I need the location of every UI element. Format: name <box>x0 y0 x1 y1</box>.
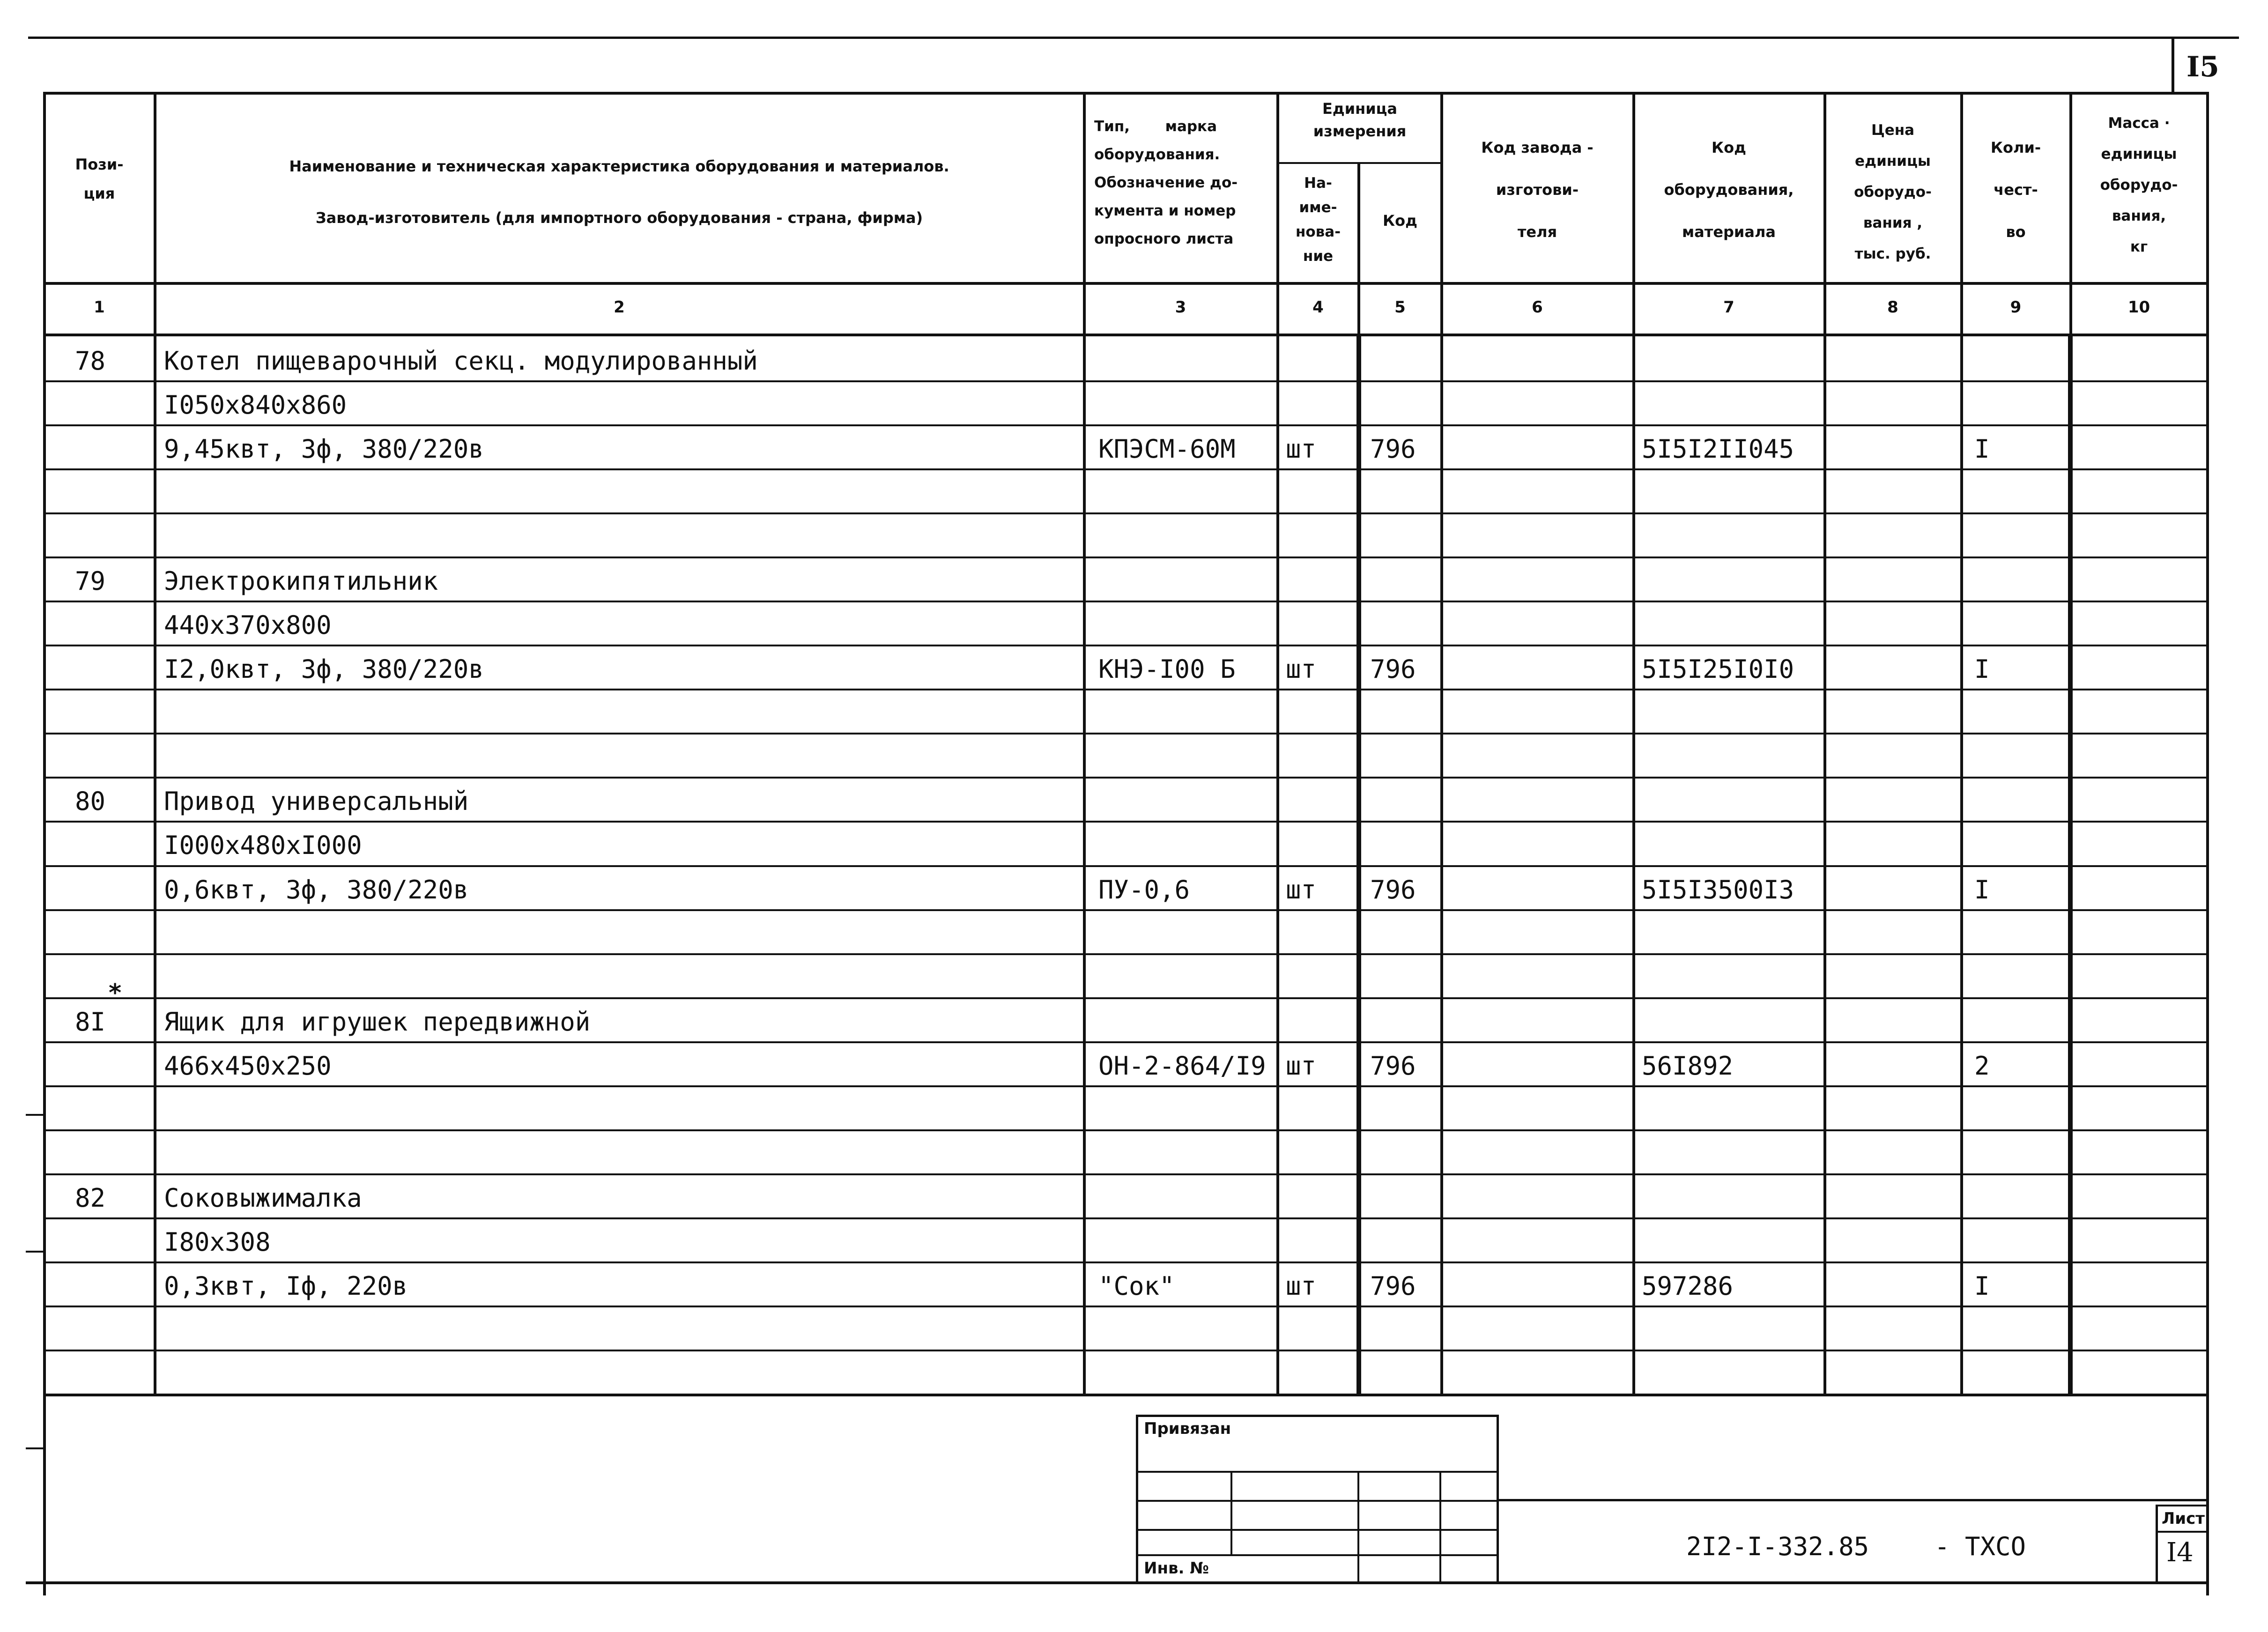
titleblock-top <box>1497 1499 2208 1501</box>
header-col7-line3: материала <box>1682 223 1776 241</box>
row-name: 9,45квт, 3ф, 380/220в <box>164 434 484 464</box>
row-pos: 78 <box>75 346 106 376</box>
row-separator <box>44 380 2209 382</box>
stamp-bound-label: Привязан <box>1144 1419 1231 1438</box>
row-separator <box>44 1217 2209 1219</box>
col-border-5 <box>1440 92 1443 1395</box>
row-type: ОН-2-864/I9 <box>1098 1051 1266 1081</box>
row-code: 796 <box>1370 875 1416 905</box>
header-unit-group <box>1280 97 1440 142</box>
row-separator <box>44 1041 2209 1043</box>
top-rule <box>28 37 2239 39</box>
header-col8-line2: единицы <box>1855 153 1931 170</box>
sheet-box-top <box>2157 1505 2209 1506</box>
header-col8-line1: Цена <box>1871 122 1915 139</box>
row-name: Котел пищеварочный секц. модулированный <box>164 346 758 376</box>
row-separator <box>44 777 2209 779</box>
header-col4-line4: ние <box>1303 248 1334 265</box>
row-name: Привод универсальный <box>164 786 469 816</box>
row-type: ПУ-0,6 <box>1098 875 1190 905</box>
row-name: Электрокипятильник <box>164 566 438 596</box>
row-code: 796 <box>1370 434 1416 464</box>
row-name: I80x308 <box>164 1227 271 1257</box>
header-col2 <box>156 141 1082 244</box>
header-col7-line2: оборудования, <box>1664 181 1794 199</box>
header-col3-line4: кумента и номер <box>1094 202 1236 219</box>
header-col3-line2: оборудования. <box>1094 146 1220 163</box>
colnum-10: 10 <box>2127 298 2150 317</box>
header-col4-line2: име- <box>1299 199 1337 216</box>
header-col8-line3: оборудо- <box>1854 184 1932 200</box>
header-col10-line5: кг <box>2130 238 2148 255</box>
header-col6 <box>1443 126 1631 253</box>
col-border-6 <box>1632 92 1635 1395</box>
sheet-number: I4 <box>2166 1537 2194 1568</box>
header-col10-line1: Масса · <box>2108 115 2170 132</box>
header-col4-line1: На- <box>1304 175 1332 192</box>
header-col3-line5: опросного листа <box>1094 230 1234 247</box>
colnum-7: 7 <box>1723 298 1734 317</box>
header-col2-line2: Завод-изготовитель (для импортного оборудования - страна, фирма) <box>315 209 923 227</box>
row-separator <box>44 1350 2209 1351</box>
left-tick-1 <box>26 1114 45 1116</box>
row-separator <box>44 645 2209 646</box>
emph-right <box>2068 334 2073 1395</box>
header-col5-line1: Код <box>1383 212 1417 230</box>
row-pos: 79 <box>75 566 106 596</box>
row-pos: 8I <box>75 1007 106 1037</box>
header-col8-line5: тыс. руб. <box>1854 245 1931 262</box>
row-separator <box>44 689 2209 690</box>
sheet-box-mid <box>2157 1531 2209 1533</box>
table-bottom-border <box>44 1394 2209 1396</box>
row-qty: I <box>1974 434 1990 464</box>
row-separator <box>44 556 2209 558</box>
header-col1-line2: ция <box>83 185 115 202</box>
row-unit: шт <box>1286 1271 1317 1301</box>
stamp-left <box>1136 1415 1138 1583</box>
row-unit: шт <box>1286 1051 1317 1081</box>
stamp-line-2 <box>1137 1500 1498 1502</box>
row-separator <box>44 733 2209 734</box>
colnum-4: 4 <box>1312 298 1324 317</box>
header-col8-line4: вания , <box>1863 215 1923 231</box>
colnum-9: 9 <box>2010 298 2022 317</box>
col-border-7 <box>1823 92 1826 1395</box>
header-col8 <box>1826 115 1959 269</box>
stamp-top <box>1137 1415 1498 1417</box>
row-qty: I <box>1974 654 1990 684</box>
header-col7 <box>1635 126 1823 253</box>
header-col4-line3: нова- <box>1295 223 1341 240</box>
col-border-10 <box>2206 92 2209 1595</box>
left-tick-3 <box>26 1447 45 1449</box>
stamp-line-1 <box>1137 1471 1498 1473</box>
header-col4 <box>1279 171 1357 268</box>
row-name: 0,3квт, Iф, 220в <box>164 1271 408 1301</box>
row-equip-code: 56I892 <box>1642 1051 1734 1081</box>
row-separator <box>44 953 2209 955</box>
colnum-1: 1 <box>94 298 105 317</box>
row-separator <box>44 1129 2209 1131</box>
header-col10-line4: вания, <box>2112 208 2166 224</box>
header-col1 <box>46 150 153 208</box>
row-pos: 82 <box>75 1183 106 1213</box>
col-border-3 <box>1276 92 1279 1395</box>
row-type: "Сок" <box>1098 1271 1175 1301</box>
asterisk-mark: * <box>109 979 122 1007</box>
row-name: 466x450x250 <box>164 1051 332 1081</box>
header-col9-line1: Коли- <box>1990 139 2041 156</box>
doc-suffix: - ТХСО <box>1934 1532 2026 1561</box>
emph-left <box>1356 334 1361 1395</box>
colnum-6: 6 <box>1532 298 1543 317</box>
left-tick-2 <box>26 1251 45 1253</box>
header-unit-line1: Единица <box>1322 100 1397 118</box>
colnum-bottom-border <box>44 334 2209 336</box>
row-separator <box>44 997 2209 999</box>
stamp-v2 <box>1357 1471 1359 1583</box>
header-col10-line2: единицы <box>2101 146 2177 163</box>
header-col3-line3: Обозначение до- <box>1094 174 1238 191</box>
col-border-1 <box>154 92 156 1395</box>
stamp-v1 <box>1230 1471 1232 1555</box>
row-separator <box>44 1261 2209 1263</box>
row-name: I050x840x860 <box>164 390 347 420</box>
header-col10 <box>2072 108 2206 262</box>
row-separator <box>44 865 2209 867</box>
col-border-8 <box>1960 92 1963 1395</box>
row-separator <box>44 1306 2209 1307</box>
row-name: 0,6квт, 3ф, 380/220в <box>164 875 469 905</box>
stamp-line-4 <box>1137 1554 1498 1556</box>
row-name: Соковыжималка <box>164 1183 362 1213</box>
row-name: 440x370x800 <box>164 610 332 640</box>
row-code: 796 <box>1370 654 1416 684</box>
stamp-right <box>1497 1415 1499 1583</box>
colnum-8: 8 <box>1887 298 1898 317</box>
row-qty: I <box>1974 875 1990 905</box>
colnum-5: 5 <box>1394 298 1406 317</box>
header-col2-line1: Наименование и техническая характеристика оборудования и материалов. <box>289 157 949 175</box>
header-col3 <box>1086 112 1275 253</box>
header-col9-line2: чест- <box>1994 181 2038 199</box>
sheet-label: Лист <box>2162 1509 2205 1528</box>
header-col6-line3: теля <box>1517 223 1557 241</box>
header-col3-line1: Тип, марка <box>1094 118 1217 135</box>
row-separator <box>44 1173 2209 1175</box>
row-type: КПЭСМ-60М <box>1098 434 1236 464</box>
row-unit: шт <box>1286 875 1317 905</box>
header-col1-line1: Пози- <box>75 156 124 173</box>
table-top-border <box>44 92 2209 95</box>
header-unit-line2: измерения <box>1313 122 1407 140</box>
row-type: КНЭ-I00 Б <box>1098 654 1236 684</box>
header-col6-line1: Код завода - <box>1481 139 1594 156</box>
row-separator <box>44 601 2209 602</box>
row-unit: шт <box>1286 654 1317 684</box>
row-unit: шт <box>1286 434 1317 464</box>
row-qty: 2 <box>1974 1051 1990 1081</box>
header-col9 <box>1963 126 2068 253</box>
row-separator <box>44 909 2209 911</box>
row-qty: I <box>1974 1271 1990 1301</box>
row-equip-code: 5I5I25I0I0 <box>1642 654 1794 684</box>
row-name: Ящик для игрушек передвижной <box>164 1007 591 1037</box>
header-col5 <box>1360 206 1440 235</box>
row-code: 796 <box>1370 1271 1416 1301</box>
row-name: I2,0квт, 3ф, 380/220в <box>164 654 484 684</box>
colnum-3: 3 <box>1175 298 1186 317</box>
row-separator <box>44 1085 2209 1087</box>
header-col7-line1: Код <box>1712 139 1746 156</box>
row-separator <box>44 512 2209 514</box>
page-bottom-border <box>26 1581 2209 1584</box>
header-bottom-border <box>44 282 2209 285</box>
row-equip-code: 5I5I3500I3 <box>1642 875 1794 905</box>
colnum-2: 2 <box>614 298 625 317</box>
header-col6-line2: изготови- <box>1496 181 1579 199</box>
sheet-box-left <box>2156 1505 2158 1583</box>
stamp-v3 <box>1439 1471 1441 1583</box>
row-code: 796 <box>1370 1051 1416 1081</box>
row-name: I000x480xI000 <box>164 831 362 860</box>
stamp-line-3 <box>1137 1529 1498 1531</box>
col-border-2 <box>1083 92 1086 1395</box>
top-sheet-number: I5 <box>2186 51 2219 83</box>
row-equip-code: 597286 <box>1642 1271 1734 1301</box>
header-col9-line3: во <box>2006 223 2026 241</box>
row-equip-code: 5I5I2II045 <box>1642 434 1794 464</box>
header-col10-line3: оборудо- <box>2100 177 2178 193</box>
doc-designation: 2I2-I-332.85 <box>1686 1532 1869 1561</box>
row-separator <box>44 821 2209 823</box>
row-separator <box>44 468 2209 470</box>
row-separator <box>44 424 2209 426</box>
top-sheet-box-left <box>2172 37 2174 94</box>
row-pos: 80 <box>75 786 106 816</box>
stamp-inv-label: Инв. № <box>1144 1559 1209 1578</box>
